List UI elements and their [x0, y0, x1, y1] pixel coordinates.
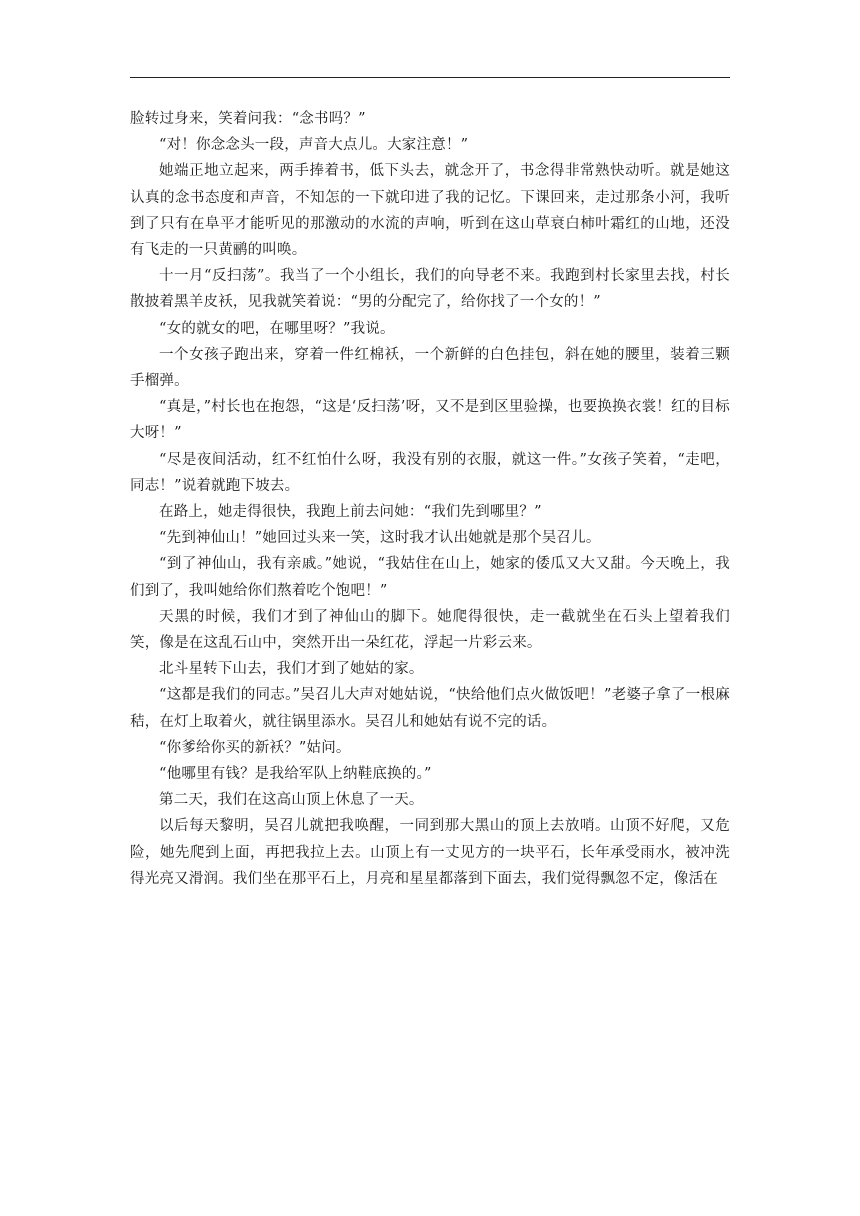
paragraph: “女的就女的吧，在哪里呀？”我说。: [159, 320, 395, 337]
paragraph: “到了神仙山，我有亲戚。”她说，“我姑住在山上，她家的倭瓜又大又甜。今天晚上，我们到了，我叫她给你们熬着吃个饱吧！”: [130, 556, 730, 599]
paragraph: “对！你念念头一段，声音大点儿。大家注意！”: [159, 137, 469, 154]
paragraph-continuation: 脸转过身来，笑着问我：“念书吗？”: [130, 111, 366, 127]
paragraph: “先到神仙山！”她回过头来一笑，这时我才认出她就是那个吴召儿。: [159, 530, 601, 547]
paragraph: “他哪里有钱？是我给军队上纳鞋底换的。”: [159, 766, 432, 783]
paragraph: “你爹给你买的新袄？”姑问。: [159, 739, 351, 756]
paragraph: 天黑的时候，我们才到了神仙山的脚下。她爬得很快，走一截就坐在石头上望着我们笑，像是在这乱石山中，突然开出一朵红花，浮起一片彩云来。: [130, 608, 730, 652]
paragraph: “这都是我们的同志。”吴召儿大声对她姑说，“快给他们点火做饭吧！”老婆子拿了一根麻秸，在灯上取着火，就往锅里添水。吴召儿和她姑有说不完的话。: [130, 687, 730, 730]
header-rule: [130, 77, 730, 78]
paragraph: “尽是夜间活动，红不红怕什么呀，我没有别的衣服，就这一件。”女孩子笑着，“走吧，同志！”说着就跑下坡去。: [130, 451, 730, 494]
paragraph: 一个女孩子跑出来，穿着一件红棉袄，一个新鲜的白色挂包，斜在她的腰里，装着三颗手榴弹。: [130, 346, 730, 390]
body-text: [130, 106, 730, 892]
paragraph: 她端正地立起来，两手捧着书，低下头去，就念开了，书念得非常熟快动听。就是她这认真的念书态度和声音，不知怎的一下就印进了我的记忆。下课回来，走过那条小河，我听到了只有在阜平才能听见的那激动的水流的声响，听到在这山草衰白柿叶霜红的山地，还没有飞走的一只黄鹂的叫唤。: [130, 163, 730, 259]
paragraph: 十一月“反扫荡”。我当了一个小组长，我们的向导老不来。我跑到村长家里去找，村长散披着黑羊皮袄，见我就笑着说：“男的分配完了，给你找了一个女的！”: [130, 268, 730, 311]
paragraph: 以后每天黎明，吴召儿就把我唤醒，一同到那大黑山的顶上去放哨。山顶不好爬，又危险，她先爬到上面，再把我拉上去。山顶上有一丈见方的一块平石，长年承受雨水，被冲洗得光亮又滑润。我们坐在那平石上，月亮和星星都落到下面去，我们觉得飘忽不定，像活在: [130, 818, 730, 887]
paragraph: “真是，”村长也在抱怨，“这是‘反扫荡’呀，又不是到区里验操，也要换换衣裳！红的目标大呀！”: [130, 399, 730, 442]
paragraph: 在路上，她走得很快，我跑上前去问她：“我们先到哪里？”: [159, 504, 542, 521]
paragraph: 第二天，我们在这高山顶上休息了一天。: [159, 792, 424, 809]
paragraph: 北斗星转下山去，我们才到了她姑的家。: [159, 661, 424, 678]
